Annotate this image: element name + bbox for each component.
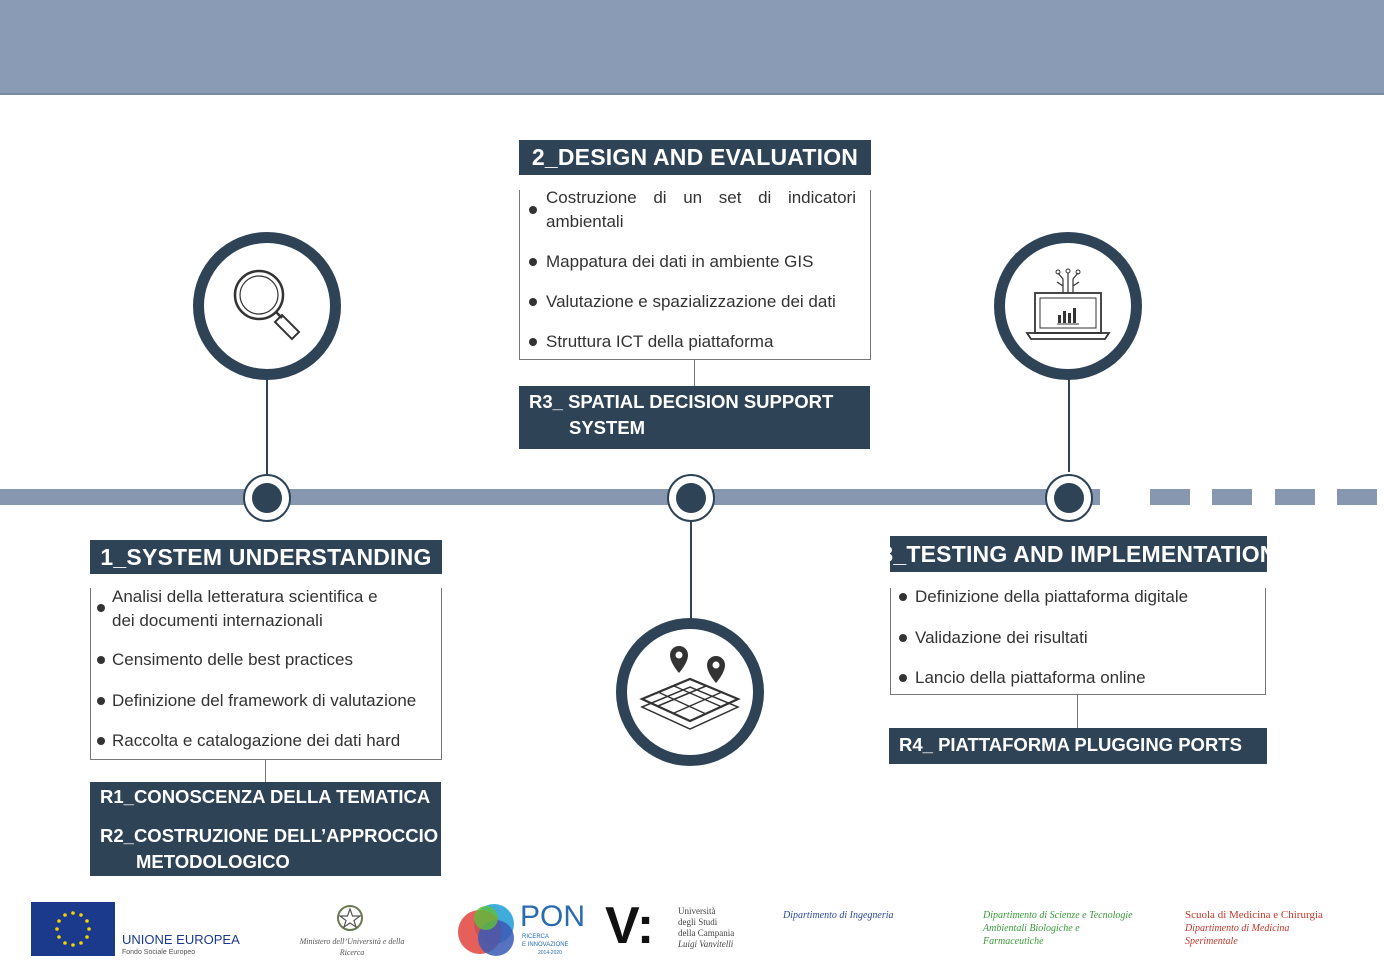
result-line: R1_CONOSCENZA DELLA TEMATICA <box>100 786 431 807</box>
connector-line <box>265 760 266 782</box>
bullet <box>97 656 105 664</box>
connector-line <box>690 520 692 620</box>
pon-circles-icon <box>456 902 520 958</box>
pon-logo-title: PON <box>520 900 586 933</box>
phase-3-item: Validazione dei risultati <box>915 628 1088 647</box>
phase-1-item: Raccolta e catalogazione dei dati hard <box>112 731 401 750</box>
result-line: SYSTEM <box>569 417 646 438</box>
emblem-icon <box>335 903 365 933</box>
eu-stars-icon <box>31 902 115 956</box>
bullet <box>529 258 537 266</box>
phase-3-title: 3_TESTING AND IMPLEMENTATION <box>890 536 1267 572</box>
phase-2-item: Costruzione di un set di indicatori <box>546 188 856 207</box>
laptop-chart-icon <box>1003 241 1133 371</box>
phase-3-icon-circle <box>994 232 1142 380</box>
pon-logo-years: 2014-2020 <box>538 950 562 956</box>
bullet <box>97 697 105 705</box>
phase-1-icon-circle <box>193 232 341 380</box>
dip-scienze-logo: Farmaceutiche <box>983 936 1044 947</box>
phase-1-item: Censimento delle best practices <box>112 650 353 669</box>
map-pins-icon <box>625 627 755 757</box>
phase-1-item: Analisi della letteratura scientifica e <box>112 587 378 606</box>
phase-2-item: Mappatura dei dati in ambiente GIS <box>546 252 814 271</box>
connector-line <box>266 372 268 475</box>
vanvitelli-logo-text: degli Studi <box>678 917 718 927</box>
phase-2-item: Valutazione e spazializzazione dei dati <box>546 292 836 311</box>
phase-2-title: 2_DESIGN AND EVALUATION <box>519 140 871 175</box>
header-band-edge <box>0 93 1384 95</box>
dip-scienze-logo: Ambientali Biologiche e <box>983 923 1080 934</box>
bullet <box>97 604 105 612</box>
phase-2-icon-circle <box>616 618 764 766</box>
bullet <box>97 737 105 745</box>
phase-2-item: Struttura ICT della piattaforma <box>546 332 774 351</box>
result-line: R4_ PIATTAFORMA PLUGGING PORTS <box>899 734 1242 755</box>
connector-line <box>1077 695 1078 728</box>
scuola-medicina-logo: Scuola di Medicina e Chirurgia <box>1185 909 1323 921</box>
pon-logo-sub: E INNOVAZIONE <box>522 942 569 948</box>
phase-1-title: 1_SYSTEM UNDERSTANDING <box>90 540 442 574</box>
eu-flag-logo <box>31 902 115 956</box>
phase-1-item: dei documenti internazionali <box>112 611 323 630</box>
scuola-medicina-logo: Dipartimento di Medicina <box>1185 923 1290 934</box>
bullet <box>899 593 907 601</box>
phase-1-item: Definizione del framework di valutazione <box>112 691 417 710</box>
connector-line <box>1068 372 1070 472</box>
result-line: R2_COSTRUZIONE DELL’APPROCCIO <box>100 825 439 846</box>
timeline-node-1 <box>243 474 291 522</box>
phase-3-item: Definizione della piattaforma digitale <box>915 587 1189 606</box>
timeline-dash <box>1212 489 1252 505</box>
eu-logo-title: UNIONE EUROPEA <box>122 932 240 947</box>
phase-1-result <box>90 782 441 876</box>
bullet <box>529 338 537 346</box>
phase-2-item: ambientali <box>546 212 624 231</box>
vanvitelli-logo-text: Luigi Vanvitelli <box>678 939 734 949</box>
republic-emblem-logo <box>335 903 365 933</box>
timeline-dash <box>1337 489 1377 505</box>
vanvitelli-logo-mark: V: <box>605 897 655 955</box>
magnifier-icon <box>202 241 332 371</box>
result-line: METODOLOGICO <box>136 851 290 872</box>
timeline-dash <box>1150 489 1190 505</box>
eu-logo-subtitle: Fondo Sociale Europeo <box>122 949 196 956</box>
phase-3-item: Lancio della piattaforma online <box>915 668 1146 687</box>
pon-logo-sub: RICERCA <box>522 934 550 940</box>
result-line: R3_ SPATIAL DECISION SUPPORT <box>529 391 834 412</box>
bullet <box>529 298 537 306</box>
phase-2-result <box>519 386 870 449</box>
dip-scienze-logo: Dipartimento di Scienze e Tecnologie <box>983 910 1133 921</box>
timeline-dash <box>1275 489 1315 505</box>
phase-3-result <box>889 728 1267 764</box>
connector-line <box>694 360 695 386</box>
bullet <box>529 206 537 214</box>
vanvitelli-logo-text: della Campania <box>678 928 735 938</box>
ministero-logo-text: Ministero dell’Università e della Ricerca <box>299 937 405 957</box>
bullet <box>899 674 907 682</box>
pon-circles-logo <box>456 902 520 958</box>
scuola-medicina-logo: Sperimentale <box>1185 936 1238 947</box>
vanvitelli-logo-text: Università <box>678 906 716 916</box>
bullet <box>899 634 907 642</box>
timeline-bar <box>0 489 1100 505</box>
dip-ingegneria-logo: Dipartimento di Ingegneria <box>783 910 894 921</box>
header-band <box>0 0 1384 95</box>
timeline-node-3 <box>1045 474 1093 522</box>
timeline-node-2 <box>667 474 715 522</box>
